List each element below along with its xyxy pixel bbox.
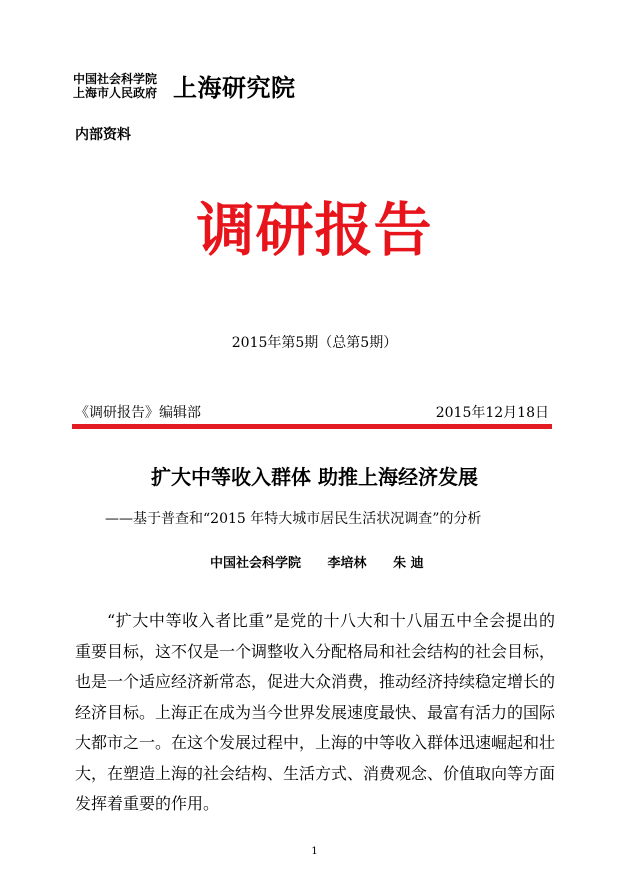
author-name: 朱 迪 (393, 556, 424, 571)
red-divider-rule (72, 424, 552, 429)
body-text (75, 606, 555, 820)
issue-info: 2015年第5期（总第5期） (231, 335, 398, 351)
article-title: 扩大中等收入群体 助推上海经济发展 (151, 465, 478, 489)
org-shanghai-government: 上海市人民政府 (73, 86, 158, 100)
editorial-department: 《调研报告》编辑部 (75, 405, 201, 421)
author-name: 李培林 (327, 556, 367, 571)
body-paragraph: “扩大中等收入者比重”是党的十八大和十八届五中全会提出的重要目标，这不仅是一个调整收入分配格局和社会结构的社会目标，也是一个适应经济新常态，促进大众消费，推动经济持续稳定增长的经济目标。上海正在成为当今世界发展速度最快、最富有活力的国际大都市之一。在这个发展过程中，上海的中等收入群体迅速崛起和壮大，在塑造上海的社会结构、生活方式、消费观念、价值取向等方面发挥着重要的作用。 (75, 611, 556, 813)
author-affiliation: 中国社会科学院 (210, 556, 302, 571)
org-cass: 中国社会科学院 (73, 72, 158, 86)
author-line (210, 552, 446, 571)
report-title: 调研报告 (196, 196, 433, 264)
publication-date: 2015年12月18日 (435, 405, 549, 421)
internal-material-label: 内部资料 (75, 127, 131, 143)
page-number: 1 (311, 846, 318, 857)
article-subtitle: ——基于普查和“2015 年特大城市居民生活状况调查”的分析 (105, 511, 482, 527)
institute-name: 上海研究院 (173, 73, 296, 102)
organization-names (73, 72, 157, 100)
